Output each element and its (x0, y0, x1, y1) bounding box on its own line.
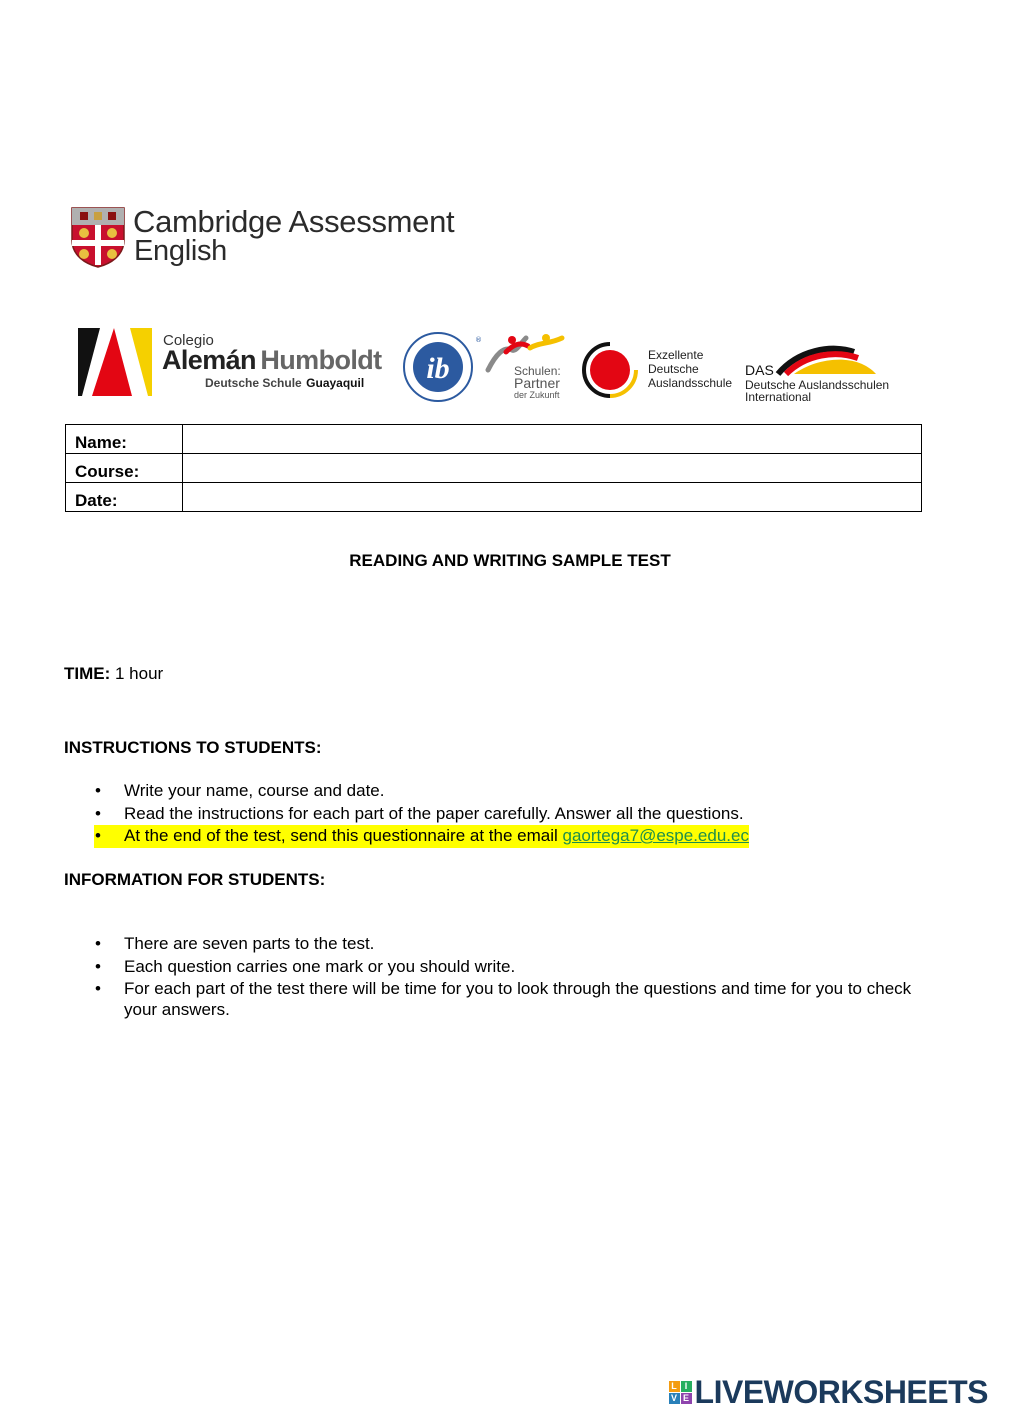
pasch-line2: Partner (514, 375, 560, 391)
information-text: For each part of the test there will be time for you to look through the questions and time for you to check your answers. (124, 979, 912, 1019)
list-item (64, 803, 944, 826)
bullet-icon: • (95, 803, 101, 823)
list-item (64, 956, 944, 979)
table-row (66, 483, 922, 512)
course-field[interactable] (183, 454, 922, 483)
table-row (66, 454, 922, 483)
humboldt-sub2: Guayaquil (306, 376, 365, 390)
humboldt-aleman: Alemán (162, 345, 256, 375)
cambridge-shield-icon (70, 206, 126, 268)
bullet-icon: • (95, 826, 101, 845)
das-arc-icon (776, 346, 880, 376)
instructions-heading: INSTRUCTIONS TO STUDENTS: (64, 738, 322, 757)
instructions-list (64, 780, 944, 848)
bullet-icon: • (95, 781, 101, 800)
liveworksheets-watermark (669, 1374, 988, 1410)
das-logo (744, 346, 888, 402)
svg-text:®: ® (475, 336, 482, 344)
information-list (64, 933, 944, 1020)
badge-letter: E (681, 1393, 692, 1404)
bullet-icon: • (95, 934, 101, 953)
pasch-line1: Schulen: (514, 364, 561, 378)
humboldt-logo (78, 326, 382, 398)
exzellente-line1: Exzellente (648, 348, 704, 362)
course-label: Course: (66, 454, 183, 483)
live-badge-icon (669, 1381, 692, 1404)
watermark-text: LIVEWORKSHEETS (694, 1373, 988, 1410)
exzellente-line2: Deutsche (648, 362, 699, 376)
list-item (64, 978, 944, 1020)
badge-letter: L (669, 1381, 680, 1392)
information-heading: INFORMATION FOR STUDENTS: (64, 870, 326, 889)
humboldt-emblem-icon (78, 328, 152, 396)
date-label: Date: (66, 483, 183, 512)
student-info-table (65, 424, 922, 512)
exzellente-circle-icon (582, 342, 638, 398)
instruction-text: Write your name, course and date. (124, 781, 385, 800)
highlight (94, 825, 749, 848)
list-item-highlighted (64, 825, 944, 848)
information-text: Each question carries one mark or you should write. (124, 956, 516, 976)
pasch-line3: der Zukunft (514, 390, 560, 400)
badge-letter: V (669, 1393, 680, 1404)
information-text: There are seven parts to the test. (124, 934, 375, 953)
table-row (66, 425, 922, 454)
bullet-icon: • (95, 956, 101, 976)
cambridge-title: Cambridge Assessment (133, 204, 455, 239)
list-item (64, 933, 944, 956)
badge-letter: I (681, 1381, 692, 1392)
exzellente-line3: Auslandsschule (648, 376, 733, 390)
date-field[interactable] (183, 483, 922, 512)
ib-world-school-icon (402, 330, 482, 406)
humboldt-colegio: Colegio (163, 332, 214, 349)
instruction-text: Read the instructions for each part of the paper carefully. Answer all the questions. (124, 803, 744, 823)
school-logos (78, 326, 888, 408)
exzellente-logo (582, 340, 742, 400)
bullet-icon: • (95, 979, 101, 998)
ib-mark: ib (426, 352, 450, 385)
list-item (64, 780, 944, 803)
cambridge-subtitle: English (134, 235, 228, 267)
humboldt-sub1: Deutsche Schule (205, 376, 302, 390)
email-link[interactable]: gaortega7@espe.edu.ec (562, 826, 749, 845)
das-line1: Deutsche Auslandsschulen (745, 378, 890, 392)
page-title: READING AND WRITING SAMPLE TEST (349, 551, 671, 570)
name-field[interactable] (183, 425, 922, 454)
name-label: Name: (66, 425, 183, 454)
time-value: 1 hour (110, 664, 164, 683)
ib-logo (402, 330, 482, 406)
time-label: TIME: (64, 664, 111, 683)
humboldt-name: Humboldt (260, 345, 382, 375)
das-abbr: DAS (745, 362, 774, 378)
pasch-logo (486, 332, 570, 404)
time-line (64, 664, 163, 684)
das-line2: International (745, 390, 812, 404)
instruction-text: At the end of the test, send this questionnaire at the email (124, 826, 563, 845)
cambridge-logo (70, 204, 470, 270)
